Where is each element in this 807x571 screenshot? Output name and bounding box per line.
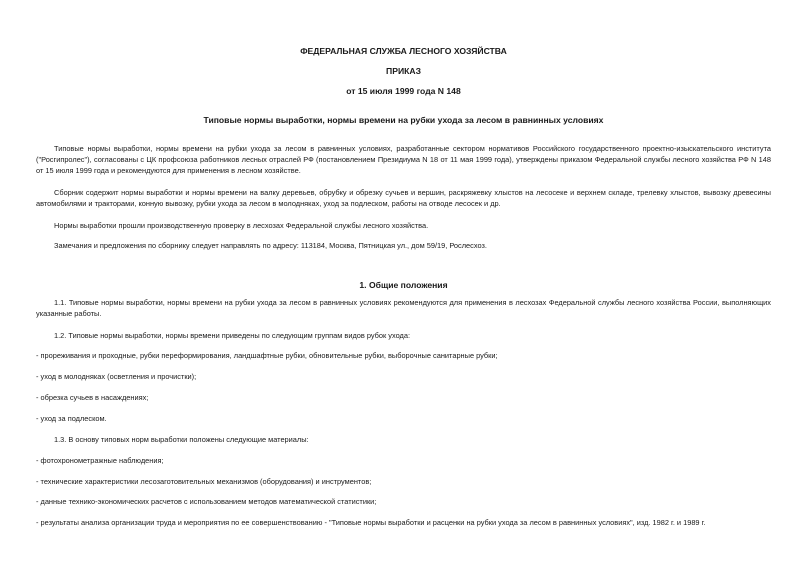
intro-paragraph-1: Типовые нормы выработки, нормы времени на рубки ухода за лесом в равнинных условиях, разработанные сектором нормативов Российского государственного проектно-изыскательского института ("Росгипролес"), согласованы с ЦК профсоюза работников лесных отраслей РФ (постановлением Президиума N 18 от 11 мая 1999 года), утверждены приказом Федеральной службы лесного хозяйства РФ N 148 от 15 июля 1999 года и рекомендуются для применения в лесном хозяйстве.: [36, 144, 771, 175]
date-number-heading: от 15 июля 1999 года N 148: [346, 86, 461, 96]
intro-paragraph-4: Замечания и предложения по сборнику следует направлять по адресу: 113184, Москва, Пятницкая ул., дом 59/19, Рослесхоз.: [54, 241, 487, 250]
document-title: Типовые нормы выработки, нормы времени на рубки ухода за лесом в равнинных условиях: [203, 115, 604, 125]
doc-type-heading: ПРИКАЗ: [386, 66, 421, 76]
section-1-item-1-3: 1.3. В основу типовых норм выработки положены следующие материалы:: [54, 435, 309, 444]
org-heading: ФЕДЕРАЛЬНАЯ СЛУЖБА ЛЕСНОГО ХОЗЯЙСТВА: [300, 46, 507, 56]
section-1-heading: 1. Общие положения: [359, 280, 448, 290]
list-item-calc-data: - данные технико-экономических расчетов с использованием методов математической статистики;: [36, 497, 377, 506]
list-item-pruning: - обрезка сучьев в насаждениях;: [36, 393, 149, 402]
section-1-item-1-2: 1.2. Типовые нормы выработки, нормы времени приведены по следующим группам видов рубок ухода:: [54, 331, 411, 340]
list-item-tech-specs: - технические характеристики лесозаготовительных механизмов (оборудования) и инструментов;: [36, 477, 372, 486]
list-item-young-stands: - уход в молодняках (осветления и прочистки);: [36, 372, 197, 381]
section-1-item-1-1: 1.1. Типовые нормы выработки, нормы времени на рубки ухода за лесом в равнинных условиях рекомендуются для применения в лесхозах Федеральной службы лесного хозяйства России, выполняющих указанные работы.: [36, 298, 771, 318]
list-item-undergrowth: - уход за подлеском.: [36, 414, 107, 423]
list-item-thinning: - прореживания и проходные, рубки переформирования, ландшафтные рубки, обновительные рубки, выборочные санитарные рубки;: [36, 351, 498, 360]
intro-paragraph-2: Сборник содержит нормы выработки и нормы времени на валку деревьев, обрубку и обрезку сучьев и вершин, раскряжевку хлыстов на лесосеке и верхнем складе, трелевку хлыстов, вывозку древесины автомобилями и тракторами, конную вывозку, рубки ухода за лесом в молодняках, уход за подлеском, работы на отводе лесосек и др.: [36, 188, 771, 208]
list-item-analysis-results: - результаты анализа организации труда и мероприятия по ее совершенствованию - "Типовые нормы выработки и расценки на рубки ухода за лесом в равнинных условиях", изд. 1982 г. и 1989 г.: [36, 518, 706, 527]
list-item-photo-timing: - фотохронометражные наблюдения;: [36, 456, 164, 465]
intro-paragraph-3: Нормы выработки прошли производственную проверку в лесхозах Федеральной службы лесного хозяйства.: [54, 221, 429, 230]
